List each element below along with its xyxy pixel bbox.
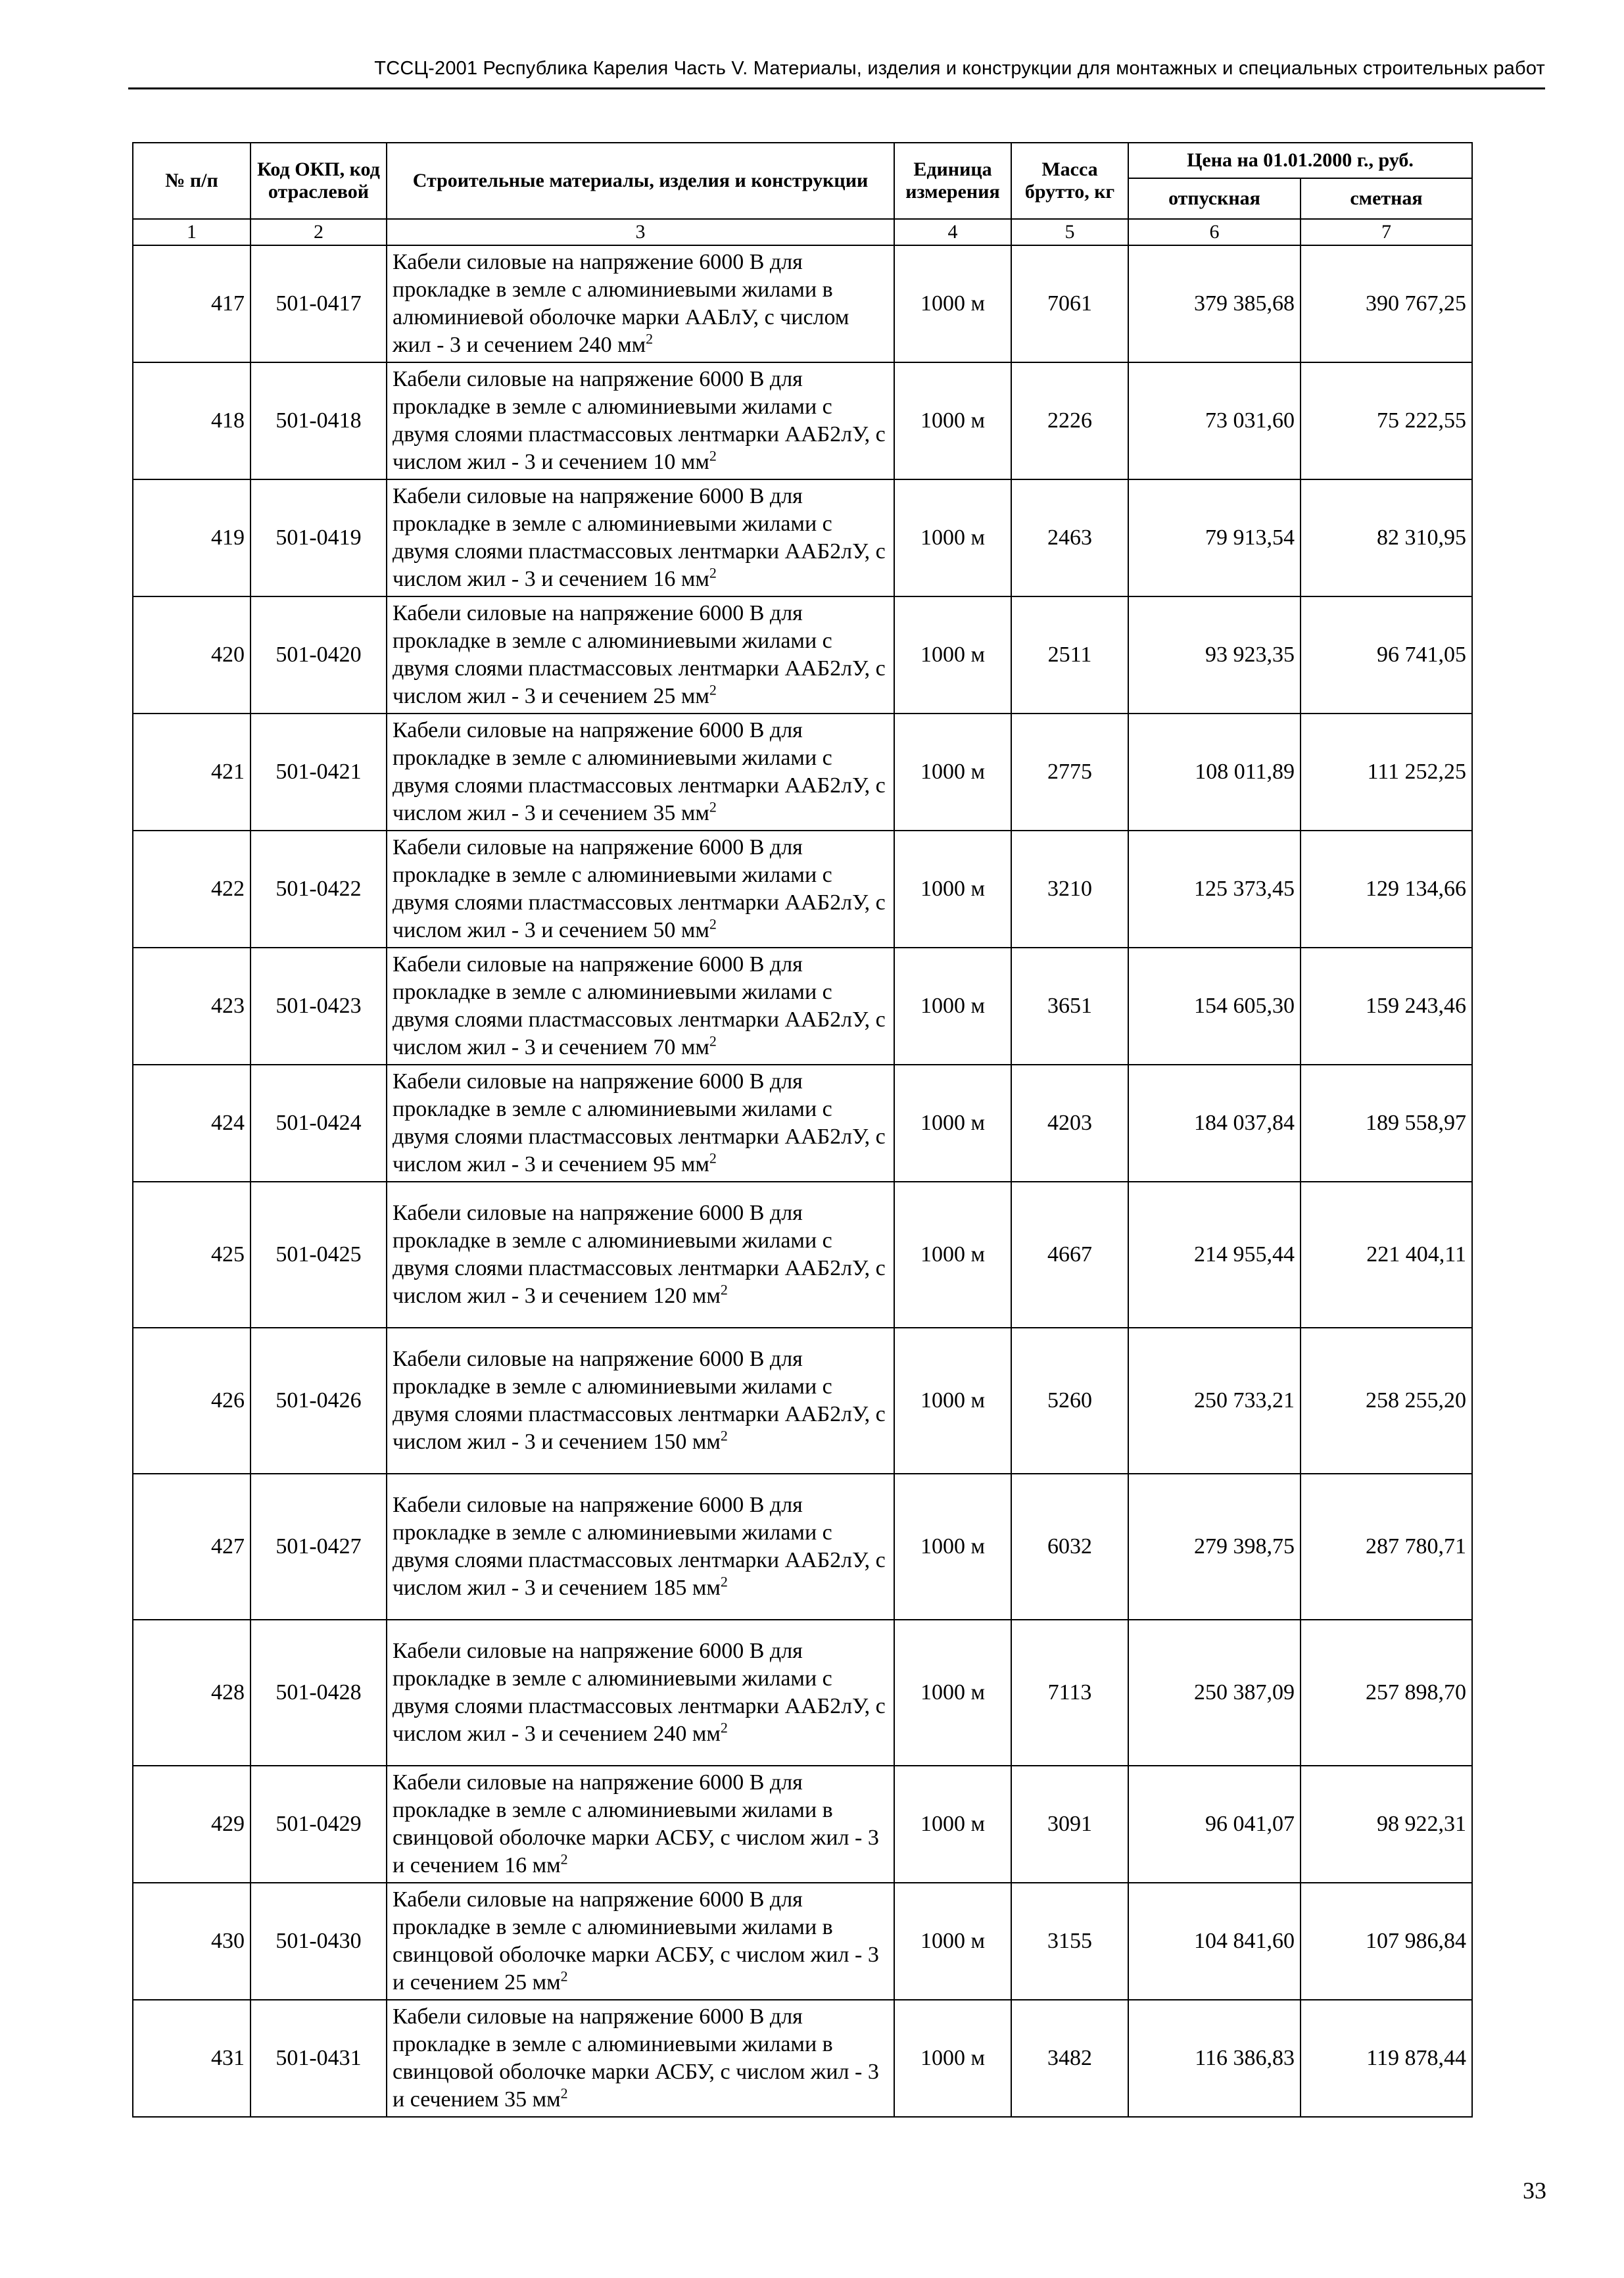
material-description: [387, 245, 894, 362]
row-number: 420: [133, 596, 251, 714]
price-table: [132, 142, 1473, 2118]
unit-of-measure: 1000 м: [894, 1474, 1011, 1620]
unit-of-measure: 1000 м: [894, 1182, 1011, 1328]
unit-of-measure: 1000 м: [894, 1328, 1011, 1474]
description-text: Кабели силовые на напряжение 6000 В для прокладке в земле с алюминиевыми жилами с двумя слоями пластмассовых лентмарки ААБ2лУ, с числом жил - 3 и сечением 25 мм: [393, 601, 886, 708]
row-number: 426: [133, 1328, 251, 1474]
row-number: 422: [133, 831, 251, 948]
estimate-price: 96 741,05: [1301, 596, 1472, 714]
table-row: [133, 1065, 1472, 1182]
table-row: [133, 1883, 1472, 2000]
gross-mass: 3210: [1011, 831, 1128, 948]
row-number: 431: [133, 2000, 251, 2117]
description-text: Кабели силовые на напряжение 6000 В для прокладке в земле с алюминиевыми жилами с двумя слоями пластмассовых лентмарки ААБ2лУ, с числом жил - 3 и сечением 16 мм: [393, 484, 886, 591]
column-number: 3: [387, 219, 894, 245]
superscript-square: 2: [720, 1281, 728, 1298]
release-price: 214 955,44: [1128, 1182, 1301, 1328]
table-row: [133, 714, 1472, 831]
table-row: [133, 831, 1472, 948]
okp-code: 501-0428: [251, 1620, 387, 1766]
gross-mass: 2226: [1011, 362, 1128, 479]
superscript-square: 2: [709, 1032, 717, 1050]
release-price: 379 385,68: [1128, 245, 1301, 362]
description-text: Кабели силовые на напряжение 6000 В для прокладке в земле с алюминиевыми жилами с двумя слоями пластмассовых лентмарки ААБ2лУ, с числом жил - 3 и сечением 185 мм: [393, 1493, 886, 1600]
header-materials: Строительные материалы, изделия и конструкции: [387, 143, 894, 219]
gross-mass: 7061: [1011, 245, 1128, 362]
unit-of-measure: 1000 м: [894, 1065, 1011, 1182]
table-row: [133, 596, 1472, 714]
superscript-square: 2: [709, 798, 717, 815]
material-description: [387, 1620, 894, 1766]
estimate-price: 111 252,25: [1301, 714, 1472, 831]
unit-of-measure: 1000 м: [894, 948, 1011, 1065]
unit-of-measure: 1000 м: [894, 362, 1011, 479]
estimate-price: 287 780,71: [1301, 1474, 1472, 1620]
gross-mass: 3091: [1011, 1766, 1128, 1883]
description-text: Кабели силовые на напряжение 6000 В для прокладке в земле с алюминиевыми жилами с двумя слоями пластмассовых лентмарки ААБ2лУ, с числом жил - 3 и сечением 150 мм: [393, 1347, 886, 1454]
release-price: 96 041,07: [1128, 1766, 1301, 1883]
description-text: Кабели силовые на напряжение 6000 В для прокладке в земле с алюминиевыми жилами с двумя слоями пластмассовых лентмарки ААБ2лУ, с числом жил - 3 и сечением 120 мм: [393, 1201, 886, 1308]
gross-mass: 2511: [1011, 596, 1128, 714]
header-price-release: отпускная: [1128, 178, 1301, 219]
superscript-square: 2: [560, 1851, 568, 1868]
material-description: [387, 1328, 894, 1474]
material-description: [387, 714, 894, 831]
okp-code: 501-0429: [251, 1766, 387, 1883]
description-text: Кабели силовые на напряжение 6000 В для прокладке в земле с алюминиевыми жилами с двумя слоями пластмассовых лентмарки ААБ2лУ, с числом жил - 3 и сечением 35 мм: [393, 718, 886, 825]
gross-mass: 2775: [1011, 714, 1128, 831]
row-number: 418: [133, 362, 251, 479]
row-number: 427: [133, 1474, 251, 1620]
material-description: [387, 1474, 894, 1620]
material-description: [387, 1065, 894, 1182]
unit-of-measure: 1000 м: [894, 2000, 1011, 2117]
okp-code: 501-0421: [251, 714, 387, 831]
table-row: [133, 1620, 1472, 1766]
row-number: 428: [133, 1620, 251, 1766]
table-row: [133, 1328, 1472, 1474]
superscript-square: 2: [720, 1573, 728, 1590]
okp-code: 501-0426: [251, 1328, 387, 1474]
unit-of-measure: 1000 м: [894, 1883, 1011, 2000]
estimate-price: 107 986,84: [1301, 1883, 1472, 2000]
unit-of-measure: 1000 м: [894, 596, 1011, 714]
table-row: [133, 2000, 1472, 2117]
table-row: [133, 1182, 1472, 1328]
estimate-price: 257 898,70: [1301, 1620, 1472, 1766]
gross-mass: 6032: [1011, 1474, 1128, 1620]
material-description: [387, 479, 894, 596]
superscript-square: 2: [720, 1719, 728, 1736]
description-text: Кабели силовые на напряжение 6000 В для прокладке в земле с алюминиевыми жилами в свинцовой оболочке марки АСБУ, с числом жил - 3 и сечением 16 мм: [393, 1770, 879, 1878]
row-number: 423: [133, 948, 251, 1065]
table-row: [133, 1766, 1472, 1883]
release-price: 125 373,45: [1128, 831, 1301, 948]
column-number: 1: [133, 219, 251, 245]
gross-mass: 5260: [1011, 1328, 1128, 1474]
header-okp-code: Код ОКП, код отраслевой: [251, 143, 387, 219]
row-number: 429: [133, 1766, 251, 1883]
description-text: Кабели силовые на напряжение 6000 В для прокладке в земле с алюминиевыми жилами с двумя слоями пластмассовых лентмарки ААБ2лУ, с числом жил - 3 и сечением 240 мм: [393, 1639, 886, 1746]
release-price: 104 841,60: [1128, 1883, 1301, 2000]
unit-of-measure: 1000 м: [894, 714, 1011, 831]
estimate-price: 82 310,95: [1301, 479, 1472, 596]
gross-mass: 3482: [1011, 2000, 1128, 2117]
estimate-price: 390 767,25: [1301, 245, 1472, 362]
material-description: [387, 831, 894, 948]
row-number: 417: [133, 245, 251, 362]
material-description: [387, 1182, 894, 1328]
description-text: Кабели силовые на напряжение 6000 В для прокладке в земле с алюминиевыми жилами в алюминиевой оболочке марки ААБлУ, с числом жил - 3 и сечением 240 мм: [393, 250, 849, 357]
okp-code: 501-0420: [251, 596, 387, 714]
unit-of-measure: 1000 м: [894, 245, 1011, 362]
description-text: Кабели силовые на напряжение 6000 В для прокладке в земле с алюминиевыми жилами с двумя слоями пластмассовых лентмарки ААБ2лУ, с числом жил - 3 и сечением 70 мм: [393, 952, 886, 1059]
row-number: 430: [133, 1883, 251, 2000]
header-unit: Единица измерения: [894, 143, 1011, 219]
okp-code: 501-0424: [251, 1065, 387, 1182]
gross-mass: 3651: [1011, 948, 1128, 1065]
superscript-square: 2: [646, 330, 654, 347]
unit-of-measure: 1000 м: [894, 831, 1011, 948]
header-price-group: Цена на 01.01.2000 г., руб.: [1128, 143, 1472, 178]
superscript-square: 2: [720, 1427, 728, 1444]
okp-code: 501-0417: [251, 245, 387, 362]
material-description: [387, 1883, 894, 2000]
column-number: 6: [1128, 219, 1301, 245]
material-description: [387, 948, 894, 1065]
row-number: 421: [133, 714, 251, 831]
row-number: 419: [133, 479, 251, 596]
table-row: [133, 1474, 1472, 1620]
superscript-square: 2: [709, 915, 717, 933]
release-price: 250 733,21: [1128, 1328, 1301, 1474]
estimate-price: 75 222,55: [1301, 362, 1472, 479]
column-number: 7: [1301, 219, 1472, 245]
column-number-row: [133, 219, 1472, 245]
description-text: Кабели силовые на напряжение 6000 В для прокладке в земле с алюминиевыми жилами в свинцовой оболочке марки АСБУ, с числом жил - 3 и сечением 35 мм: [393, 2004, 879, 2112]
release-price: 279 398,75: [1128, 1474, 1301, 1620]
description-text: Кабели силовые на напряжение 6000 В для прокладке в земле с алюминиевыми жилами с двумя слоями пластмассовых лентмарки ААБ2лУ, с числом жил - 3 и сечением 10 мм: [393, 367, 886, 474]
unit-of-measure: 1000 м: [894, 479, 1011, 596]
gross-mass: 3155: [1011, 1883, 1128, 2000]
header-num: № п/п: [133, 143, 251, 219]
release-price: 116 386,83: [1128, 2000, 1301, 2117]
superscript-square: 2: [709, 681, 717, 698]
page-number: 33: [1523, 2177, 1546, 2204]
superscript-square: 2: [709, 564, 717, 581]
estimate-price: 189 558,97: [1301, 1065, 1472, 1182]
okp-code: 501-0418: [251, 362, 387, 479]
header-mass: Масса брутто, кг: [1011, 143, 1128, 219]
running-header: [128, 58, 1545, 89]
table-row: [133, 245, 1472, 362]
release-price: 108 011,89: [1128, 714, 1301, 831]
release-price: 154 605,30: [1128, 948, 1301, 1065]
estimate-price: 221 404,11: [1301, 1182, 1472, 1328]
estimate-price: 258 255,20: [1301, 1328, 1472, 1474]
release-price: 73 031,60: [1128, 362, 1301, 479]
unit-of-measure: 1000 м: [894, 1766, 1011, 1883]
estimate-price: 119 878,44: [1301, 2000, 1472, 2117]
row-number: 424: [133, 1065, 251, 1182]
superscript-square: 2: [560, 2085, 568, 2102]
gross-mass: 4667: [1011, 1182, 1128, 1328]
running-header-text: ТССЦ-2001 Республика Карелия Часть V. Материалы, изделия и конструкции для монтажных и специальных строительных работ: [374, 58, 1545, 79]
header-price-estimate: сметная: [1301, 178, 1472, 219]
unit-of-measure: 1000 м: [894, 1620, 1011, 1766]
okp-code: 501-0419: [251, 479, 387, 596]
description-text: Кабели силовые на напряжение 6000 В для прокладке в земле с алюминиевыми жилами в свинцовой оболочке марки АСБУ, с числом жил - 3 и сечением 25 мм: [393, 1887, 879, 1995]
okp-code: 501-0422: [251, 831, 387, 948]
table-row: [133, 362, 1472, 479]
release-price: 79 913,54: [1128, 479, 1301, 596]
estimate-price: 98 922,31: [1301, 1766, 1472, 1883]
release-price: 184 037,84: [1128, 1065, 1301, 1182]
description-text: Кабели силовые на напряжение 6000 В для прокладке в земле с алюминиевыми жилами с двумя слоями пластмассовых лентмарки ААБ2лУ, с числом жил - 3 и сечением 95 мм: [393, 1069, 886, 1176]
table-row: [133, 479, 1472, 596]
column-number: 2: [251, 219, 387, 245]
column-number: 5: [1011, 219, 1128, 245]
superscript-square: 2: [560, 1968, 568, 1985]
material-description: [387, 596, 894, 714]
superscript-square: 2: [709, 447, 717, 464]
gross-mass: 4203: [1011, 1065, 1128, 1182]
okp-code: 501-0427: [251, 1474, 387, 1620]
release-price: 93 923,35: [1128, 596, 1301, 714]
material-description: [387, 1766, 894, 1883]
estimate-price: 129 134,66: [1301, 831, 1472, 948]
okp-code: 501-0431: [251, 2000, 387, 2117]
okp-code: 501-0423: [251, 948, 387, 1065]
okp-code: 501-0425: [251, 1182, 387, 1328]
material-description: [387, 2000, 894, 2117]
estimate-price: 159 243,46: [1301, 948, 1472, 1065]
release-price: 250 387,09: [1128, 1620, 1301, 1766]
column-number: 4: [894, 219, 1011, 245]
table-row: [133, 948, 1472, 1065]
superscript-square: 2: [709, 1150, 717, 1167]
table-body: [133, 245, 1472, 2117]
okp-code: 501-0430: [251, 1883, 387, 2000]
row-number: 425: [133, 1182, 251, 1328]
gross-mass: 2463: [1011, 479, 1128, 596]
description-text: Кабели силовые на напряжение 6000 В для прокладке в земле с алюминиевыми жилами с двумя слоями пластмассовых лентмарки ААБ2лУ, с числом жил - 3 и сечением 50 мм: [393, 835, 886, 942]
material-description: [387, 362, 894, 479]
gross-mass: 7113: [1011, 1620, 1128, 1766]
